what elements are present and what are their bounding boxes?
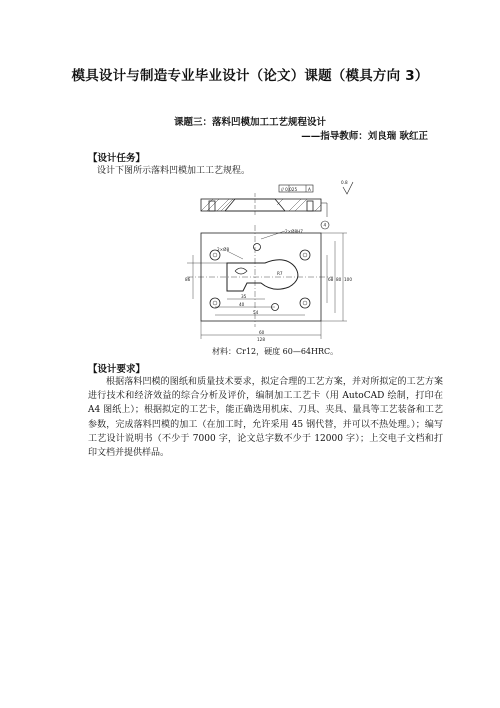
dim-label: 60: [259, 330, 265, 335]
dim-hole-label: 2×Ø8H7: [285, 229, 303, 234]
material-caption: 材料：Cr12，硬度 60—64HRC。: [212, 347, 339, 356]
task-heading: 【设计任务】: [88, 153, 146, 164]
dim-hole-label: 2×Ø8: [217, 247, 230, 252]
datum-label: A: [308, 187, 311, 192]
document-title: 模具设计与制造专业毕业设计（论文）课题（模具方向 3）: [71, 68, 429, 84]
tolerance-frame-label: // 0.025: [281, 187, 298, 192]
task-text: 设计下图所示落料凹模加工工艺规程。: [97, 166, 251, 176]
roughness-label: 0.8: [341, 180, 348, 185]
die-drawing-svg: [165, 175, 355, 343]
advisor-line: ——指导教师：刘良瑞 耿红正: [301, 131, 428, 142]
dim-radius-label: R7: [277, 271, 283, 276]
topic-subtitle: 课题三：落料凹模加工工艺规程设计: [173, 117, 326, 128]
note-circle-label: 4: [323, 222, 327, 228]
dim-label: 40: [239, 302, 245, 307]
requirements-heading: 【设计要求】: [88, 364, 146, 375]
dim-label: 100: [344, 277, 352, 282]
dim-label: 68: [328, 277, 334, 282]
dim-label: 80: [336, 277, 342, 282]
die-drawing: [165, 175, 355, 347]
dim-label: 86: [185, 277, 191, 282]
dim-label: 54: [253, 310, 259, 315]
requirements-text: 根据落料凹模的图纸和质量技术要求，拟定合理的工艺方案，并对所拟定的工艺方案进行技术和经济效益的综合分析及评价，编制加工工艺卡（用 AutoCAD 绘制，打印在 A4 图纸上）；根据拟定的工艺卡，能正确选用机床、刀具、夹具、量具等工艺装备和工艺参数，完成落料凹模的加工（在加工时，允许采用 45 钢代替，并可以不热处理。）；编写工艺设计说明书（不少于 7000 字，论文总字数不少于 12000 字）；上交电子文档和打印文档并提供样品。: [88, 377, 443, 459]
dim-label: 35: [241, 294, 247, 299]
dim-label: 128: [257, 337, 265, 342]
